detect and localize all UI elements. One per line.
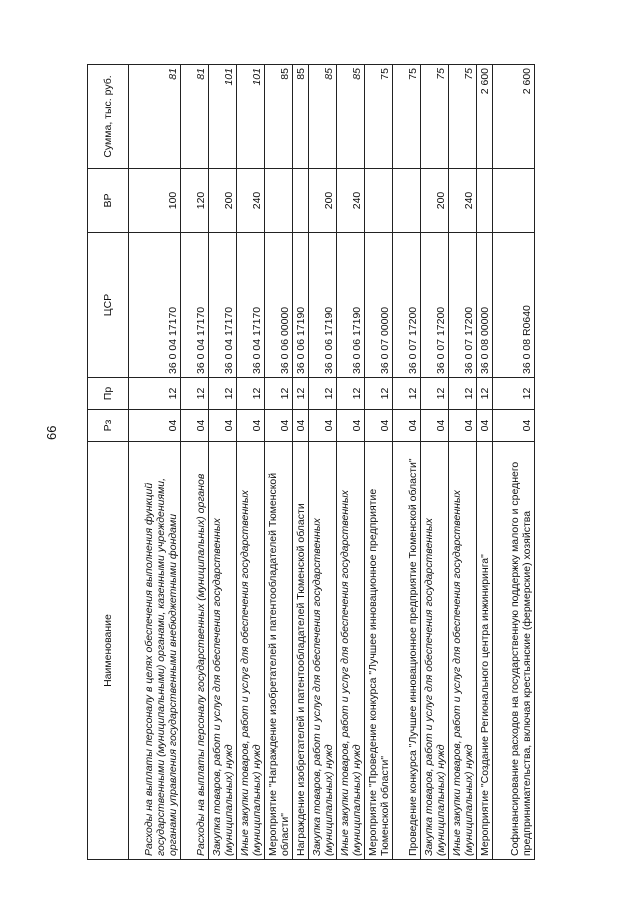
- row-pr: 12: [309, 378, 337, 410]
- row-pr: 12: [237, 378, 265, 410]
- row-pr: 12: [265, 378, 293, 410]
- row-pr: 12: [393, 378, 421, 410]
- row-pr: 12: [129, 378, 181, 410]
- row-csr: 36 0 06 17190: [309, 233, 337, 378]
- row-sum: 75: [393, 65, 421, 169]
- row-pr: 12: [421, 378, 449, 410]
- table-row: [309, 65, 337, 860]
- row-pr: 12: [365, 378, 393, 410]
- row-pr: 12: [181, 378, 209, 410]
- row-csr: 36 0 08 R0640: [493, 233, 535, 378]
- row-name: Расходы на выплаты персоналу государственных (муниципальных) органов: [181, 442, 209, 860]
- row-rz: 04: [337, 410, 365, 442]
- row-vr: [393, 169, 421, 233]
- table-row: [337, 65, 365, 860]
- row-name: Награждение изобретателей и патентообладателей Тюменской области: [293, 442, 309, 860]
- table-row: [129, 65, 181, 860]
- row-rz: 04: [493, 410, 535, 442]
- budget-table: [87, 64, 535, 860]
- row-name: Закупка товаров, работ и услуг для обеспечения государственных (муниципальных) нужд: [421, 442, 449, 860]
- row-rz: 04: [365, 410, 393, 442]
- row-vr: 200: [421, 169, 449, 233]
- row-pr: 12: [493, 378, 535, 410]
- row-sum: 101: [237, 65, 265, 169]
- row-pr: 12: [293, 378, 309, 410]
- row-vr: 240: [337, 169, 365, 233]
- row-rz: 04: [129, 410, 181, 442]
- table-row: [393, 65, 421, 860]
- row-vr: 240: [449, 169, 477, 233]
- row-sum: 85: [293, 65, 309, 169]
- table-row: [421, 65, 449, 860]
- row-csr: 36 0 04 17170: [209, 233, 237, 378]
- row-vr: [265, 169, 293, 233]
- row-rz: 04: [181, 410, 209, 442]
- row-rz: 04: [209, 410, 237, 442]
- row-rz: 04: [237, 410, 265, 442]
- row-sum: 75: [365, 65, 393, 169]
- row-csr: 36 0 07 17200: [449, 233, 477, 378]
- header-csr: ЦСР: [88, 233, 129, 378]
- header-pr: Пр: [88, 378, 129, 410]
- row-name: Софинансирование расходов на государственную поддержку малого и среднего предпринимательства, включая крестьянские (фермерские) хозяйства: [493, 442, 535, 860]
- table-row: [237, 65, 265, 860]
- row-csr: 36 0 06 00000: [265, 233, 293, 378]
- row-sum: 75: [449, 65, 477, 169]
- row-rz: 04: [265, 410, 293, 442]
- row-vr: 200: [309, 169, 337, 233]
- row-name: Закупка товаров, работ и услуг для обеспечения государственных (муниципальных) нужд: [309, 442, 337, 860]
- row-csr: 36 0 04 17170: [181, 233, 209, 378]
- row-pr: 12: [477, 378, 493, 410]
- row-name: Проведение конкурса "Лучшее инновационное предприятие Тюменской области": [393, 442, 421, 860]
- header-rz: Рз: [88, 410, 129, 442]
- row-csr: 36 0 07 17200: [421, 233, 449, 378]
- row-sum: 85: [265, 65, 293, 169]
- row-csr: 36 0 06 17190: [337, 233, 365, 378]
- table-row: [209, 65, 237, 860]
- row-vr: [493, 169, 535, 233]
- row-vr: [365, 169, 393, 233]
- header-sum: Сумма, тыс. руб.: [88, 65, 129, 169]
- row-csr: 36 0 08 00000: [477, 233, 493, 378]
- row-sum: 81: [129, 65, 181, 169]
- row-rz: 04: [449, 410, 477, 442]
- row-name: Мероприятие "Награждение изобретателей и патентообладателей Тюменской области": [265, 442, 293, 860]
- row-sum: 2 600: [493, 65, 535, 169]
- row-sum: 81: [181, 65, 209, 169]
- header-name: Наименование: [88, 442, 129, 860]
- row-rz: 04: [421, 410, 449, 442]
- table-row: [265, 65, 293, 860]
- row-vr: [293, 169, 309, 233]
- table-header-row: [88, 65, 129, 860]
- row-name: Закупка товаров, работ и услуг для обеспечения государственных (муниципальных) нужд: [209, 442, 237, 860]
- table-row: [181, 65, 209, 860]
- table-row: [293, 65, 309, 860]
- row-csr: 36 0 07 17200: [393, 233, 421, 378]
- row-name: Мероприятие "Проведение конкурса "Лучшее инновационное предприятие Тюменской области": [365, 442, 393, 860]
- row-csr: 36 0 04 17170: [129, 233, 181, 378]
- row-pr: 12: [337, 378, 365, 410]
- row-csr: 36 0 04 17170: [237, 233, 265, 378]
- table-row: [477, 65, 493, 860]
- table-row: [449, 65, 477, 860]
- row-rz: 04: [309, 410, 337, 442]
- row-sum: 85: [309, 65, 337, 169]
- row-vr: 240: [237, 169, 265, 233]
- row-name: Иные закупки товаров, работ и услуг для обеспечения государственных (муниципальных) нужд: [449, 442, 477, 860]
- rotated-table-container: [87, 65, 627, 860]
- row-vr: 200: [209, 169, 237, 233]
- row-pr: 12: [449, 378, 477, 410]
- row-rz: 04: [393, 410, 421, 442]
- page-number: 66: [44, 425, 59, 440]
- table-row: [365, 65, 393, 860]
- row-csr: 36 0 06 17190: [293, 233, 309, 378]
- row-csr: 36 0 07 00000: [365, 233, 393, 378]
- row-vr: 120: [181, 169, 209, 233]
- row-sum: 101: [209, 65, 237, 169]
- row-rz: 04: [293, 410, 309, 442]
- row-name: Иные закупки товаров, работ и услуг для обеспечения государственных (муниципальных) нужд: [237, 442, 265, 860]
- row-name: Мероприятие "Создание Регионального центра инжиниринга": [477, 442, 493, 860]
- row-sum: 75: [421, 65, 449, 169]
- row-name: Расходы на выплаты персоналу в целях обеспечения выполнения функций государственными (муниципальными) органами, казенными учреждениями, органами управления государственными внебюджетными фондами: [129, 442, 181, 860]
- row-vr: [477, 169, 493, 233]
- table-row: [493, 65, 535, 860]
- row-rz: 04: [477, 410, 493, 442]
- row-sum: 85: [337, 65, 365, 169]
- row-sum: 2 600: [477, 65, 493, 169]
- row-name: Иные закупки товаров, работ и услуг для обеспечения государственных (муниципальных) нужд: [337, 442, 365, 860]
- header-vr: ВР: [88, 169, 129, 233]
- row-vr: 100: [129, 169, 181, 233]
- row-pr: 12: [209, 378, 237, 410]
